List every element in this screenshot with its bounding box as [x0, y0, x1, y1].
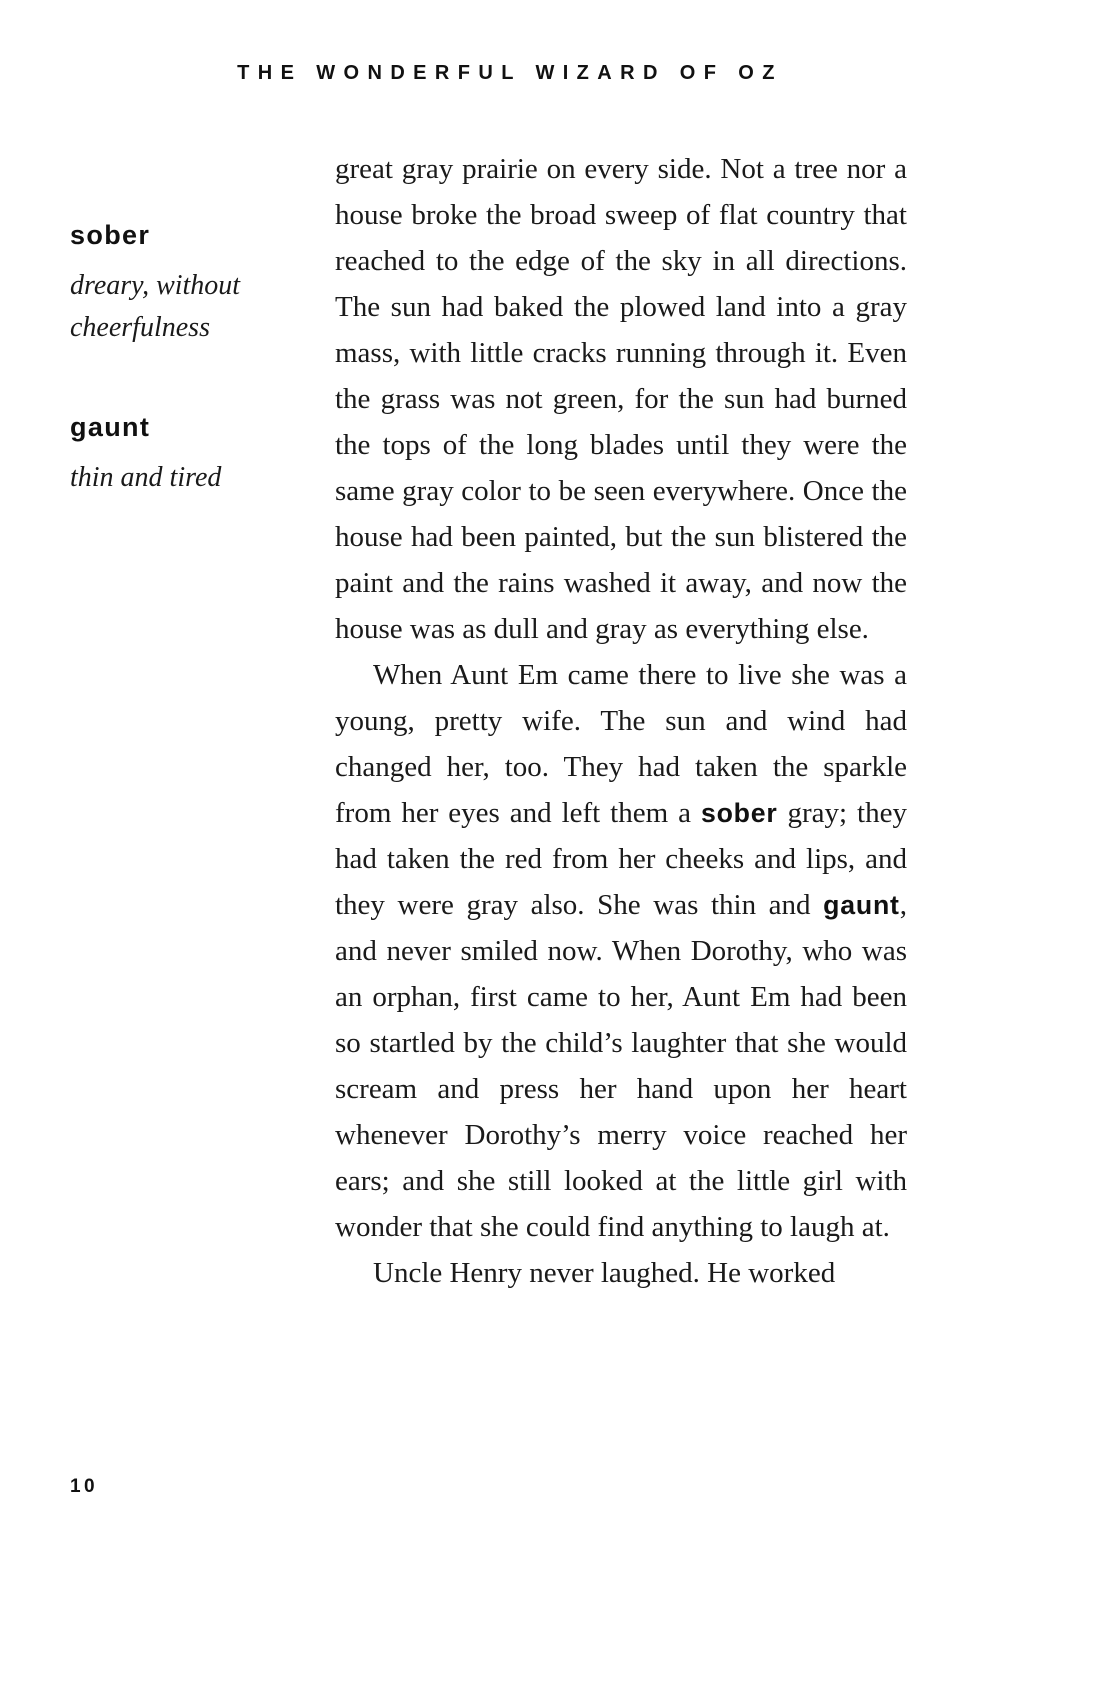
- margin-vocab: [70, 0, 310, 1696]
- vocab-entry: [70, 220, 310, 349]
- paragraph: [335, 146, 907, 652]
- text-segment: great gray prairie on every side. Not a tree nor a house broke the broad sweep of flat country that reached to the edge of the sky in all directions. The sun had baked the plowed land into a gray mass, with little cracks running through it. Even the grass was not green, for the sun had burned the tops of the long blades until they were the same gray color to be seen everywhere. Once the house had been painted, but the sun blistered the paint and the rains washed it away, and now the house was as dull and gray as everything else.: [335, 153, 907, 645]
- vocab-definition: thin and tired: [70, 462, 222, 493]
- vocab-term-inline: gaunt: [823, 890, 900, 920]
- paragraph: [335, 1250, 907, 1296]
- text-segment: gray; they had taken the red from her cheeks and lips, and they were gray also. She was thin and: [335, 797, 907, 921]
- text-segment: , and never smiled now. When Dorothy, who was an orphan, first came to her, Aunt Em had been so startled by the child’s laughter that she would scream and press her hand upon her heart whenever Dorothy’s merry voice reached her ears; and she still looked at the little girl with wonder that she could find anything to laugh at.: [335, 889, 907, 1243]
- vocab-word: gaunt: [70, 412, 151, 442]
- body-text: [335, 146, 907, 1296]
- page-number: 10: [70, 1476, 98, 1497]
- vocab-definition: dreary, without cheerfulness: [70, 270, 241, 343]
- paragraph: [335, 652, 907, 1250]
- text-segment: Uncle Henry never laughed. He worked: [373, 1257, 836, 1289]
- vocab-entry: [70, 412, 310, 499]
- running-header: THE WONDERFUL WIZARD OF OZ: [237, 62, 783, 84]
- vocab-word: sober: [70, 220, 151, 250]
- text-segment: When Aunt Em came there to live she was a young, pretty wife. The sun and wind had changed her, too. They had taken the sparkle from her eyes and left them a: [335, 659, 907, 829]
- vocab-term-inline: sober: [700, 798, 778, 828]
